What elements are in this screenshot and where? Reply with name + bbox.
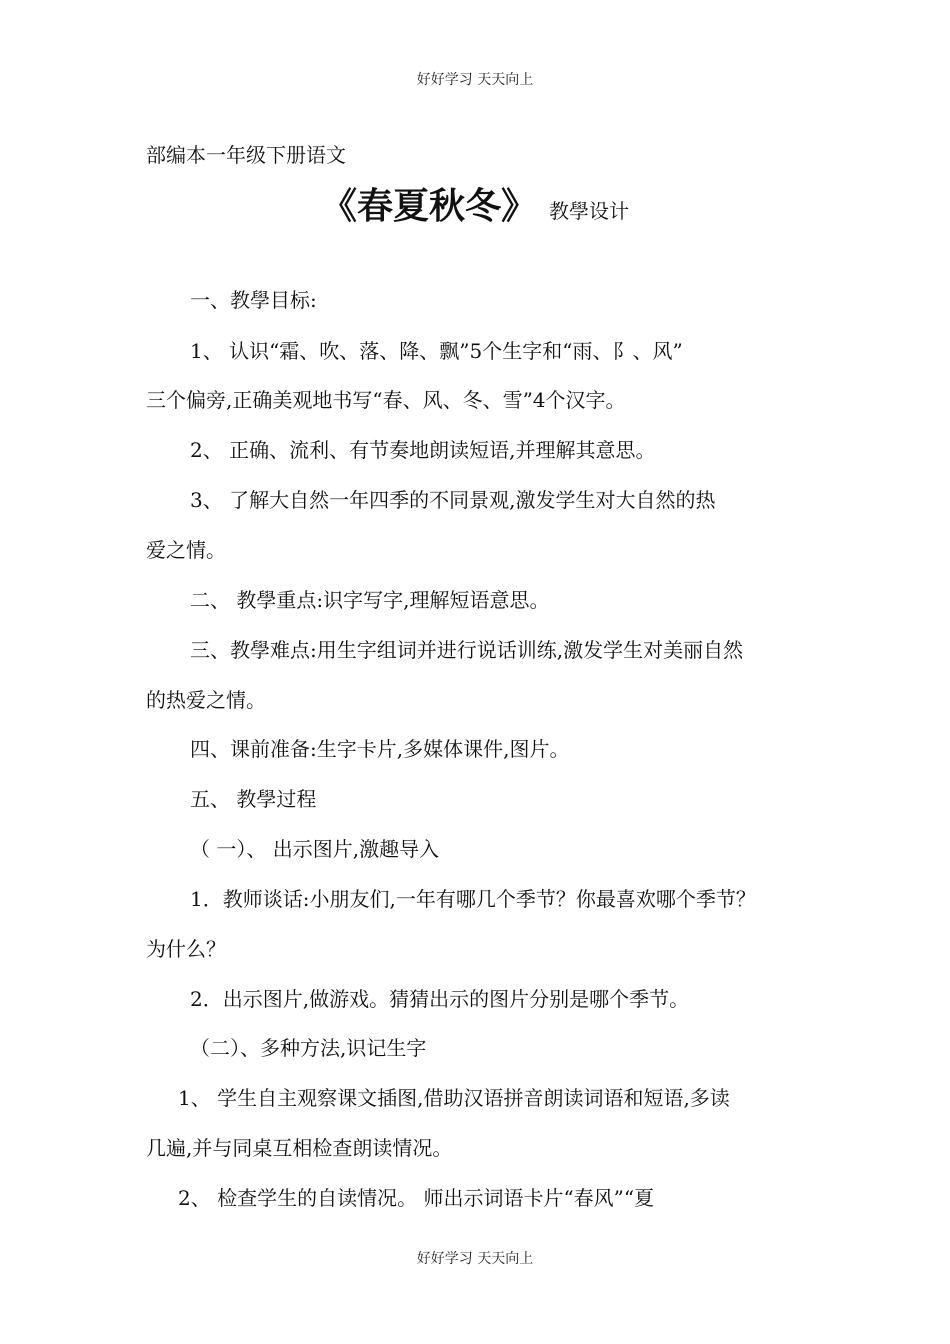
document-title-suffix: 教學设计 — [549, 199, 629, 223]
paragraph-line: 3、 了解大自然一年四季的不同景观,激发学生对大自然的热 — [190, 488, 716, 512]
document-title: 《春夏秋冬》 — [320, 185, 537, 227]
paragraph-line: 1．教师谈话:小朋友们,一年有哪几个季节？你最喜欢哪个季节？ — [190, 887, 756, 911]
paragraph-line: 1、 学生自主观察课文插图,借助汉语拼音朗读词语和短语,多读 — [178, 1086, 730, 1110]
page-footer: 好好学习 天天向上 — [416, 1251, 534, 1267]
paragraph-line: 2、 正确、流利、有节奏地朗读短语,并理解其意思。 — [190, 438, 656, 462]
subsection-heading: （ 一）、 出示图片,激趣导入 — [190, 837, 440, 861]
paragraph-line: 1、 认识“霜、吹、落、降、飘”5个生字和“雨、阝、风” — [190, 339, 683, 363]
document-subtitle: 部编本一年级下册语文 — [146, 143, 346, 167]
section-key-points: 二、 教學重点:识字写字,理解短语意思。 — [190, 588, 550, 612]
subsection-heading: （二）、多种方法,识记生字 — [190, 1036, 427, 1060]
paragraph-line: 2．出示图片,做游戏。猜猜出示的图片分别是哪个季节。 — [190, 987, 690, 1011]
paragraph-line: 2、 检查学生的自读情况。 师出示词语卡片“春风”“夏 — [178, 1186, 655, 1210]
paragraph-line: 几遍,并与同桌互相检查朗读情况。 — [146, 1136, 453, 1160]
title-row — [0, 178, 950, 229]
section-preparation: 四、课前准备:生字卡片,多媒体课件,图片。 — [190, 737, 570, 761]
paragraph-line: 的热爱之情。 — [146, 688, 266, 712]
section-objectives-heading: 一、教學目标: — [190, 288, 317, 312]
section-difficulties: 三、教學难点:用生字组词并进行说话训练,激发学生对美丽自然 — [190, 638, 744, 662]
paragraph-line: 为什么？ — [146, 937, 226, 961]
section-process-heading: 五、 教學过程 — [190, 787, 317, 811]
page-header: 好好学习 天天向上 — [416, 72, 534, 88]
paragraph-line: 爱之情。 — [146, 538, 226, 562]
paragraph-line: 三个偏旁,正确美观地书写“春、风、冬、雪”4个汉字。 — [146, 388, 626, 412]
